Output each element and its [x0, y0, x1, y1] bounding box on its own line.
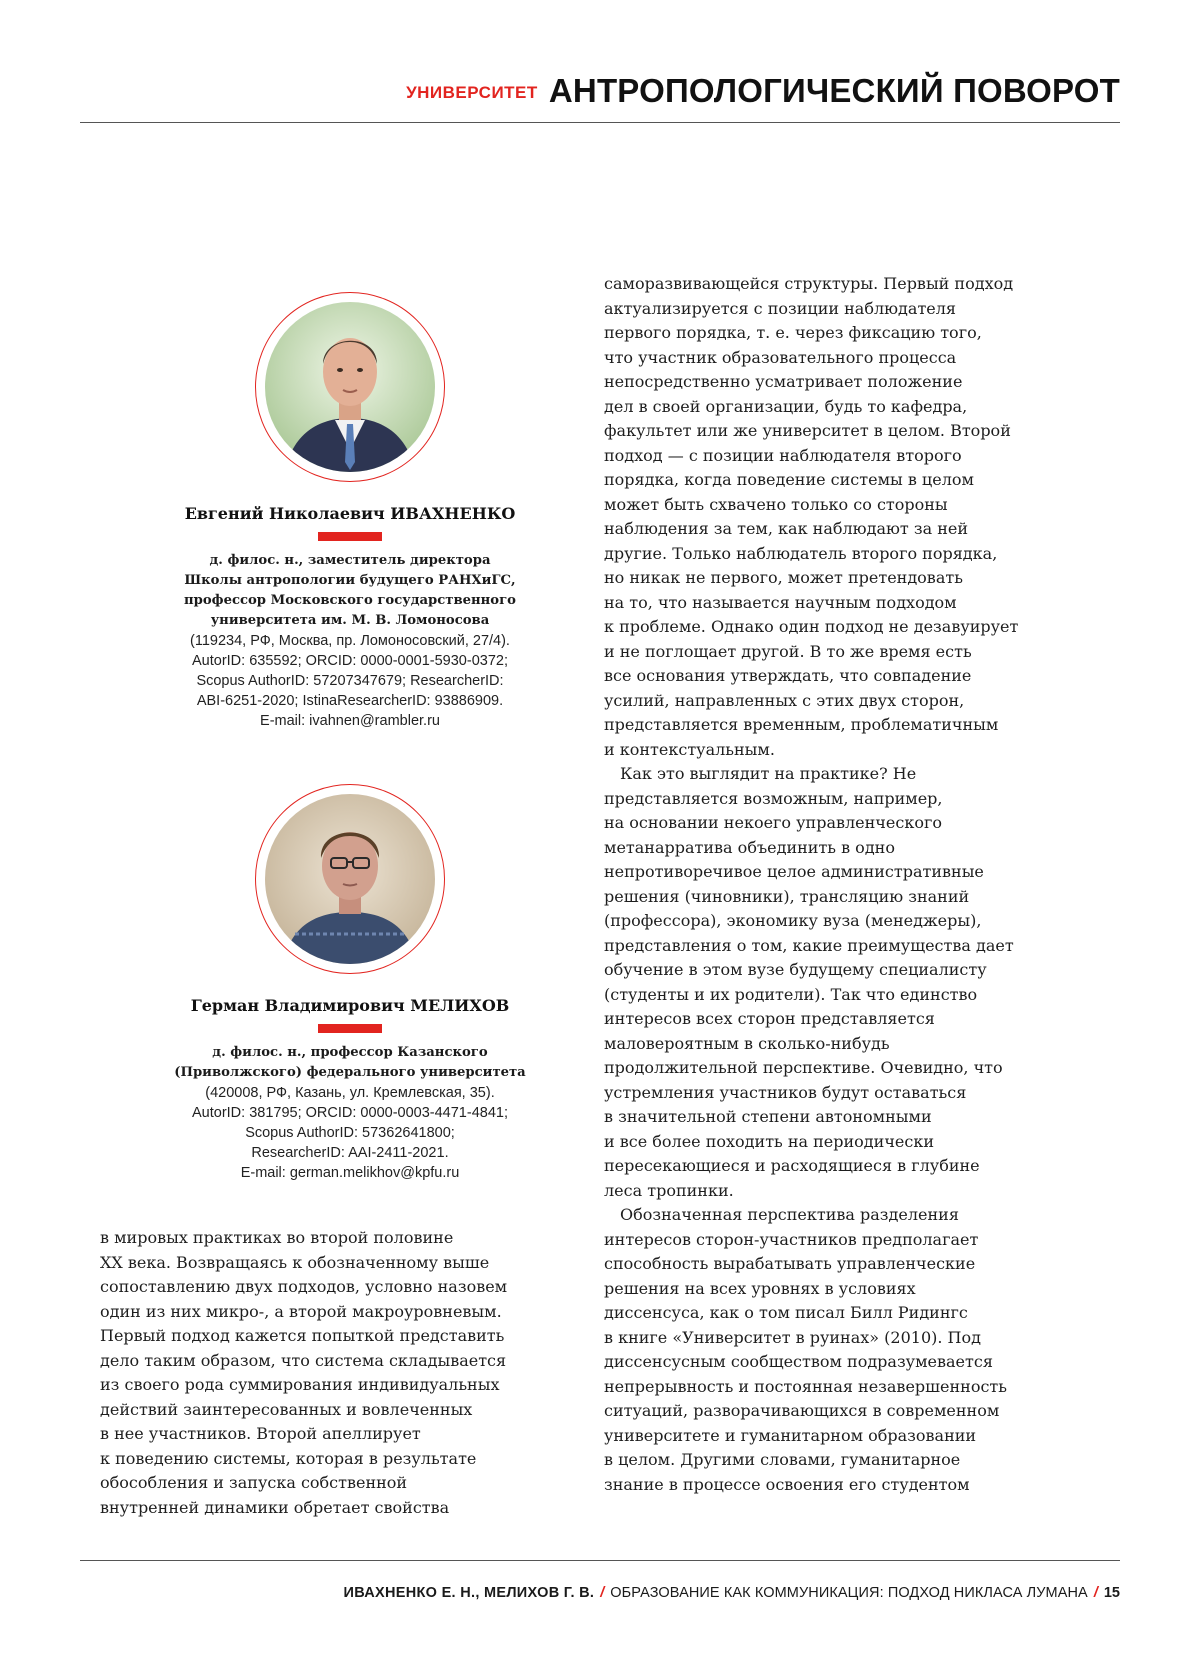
text-line: (студенты и их родители). Так что единство	[604, 983, 1104, 1008]
text-line: устремления участников будут оставаться	[604, 1081, 1104, 1106]
author-photo-frame	[255, 292, 445, 482]
text-line: может быть схвачено только со стороны	[604, 493, 1104, 518]
footer-article-title: ОБРАЗОВАНИЕ КАК КОММУНИКАЦИЯ: ПОДХОД НИКЛАСА ЛУМАНА	[610, 1585, 1088, 1601]
text-line: знание в процессе освоения его студентом	[604, 1473, 1104, 1498]
text-line: диссенсусным сообществом подразумевается	[604, 1350, 1104, 1375]
section-label: УНИВЕРСИТЕТ	[406, 83, 538, 103]
footer-separator: /	[1094, 1585, 1098, 1601]
text-line: все основания утверждать, что совпадение	[604, 664, 1104, 689]
text-line: внутренней динамики обретает свойства	[100, 1496, 600, 1521]
page-title: АНТРОПОЛОГИЧЕСКИЙ ПОВОРОТ	[549, 70, 1120, 112]
red-divider	[318, 532, 382, 541]
text-line: решения на всех уровнях в условиях	[604, 1277, 1104, 1302]
text-line: на основании некоего управленческого	[604, 811, 1104, 836]
text-line: ситуаций, разворачивающихся в современном	[604, 1399, 1104, 1424]
text-line: первого порядка, т. е. через фиксацию того,	[604, 321, 1104, 346]
contact-line: AutorID: 381795; ORCID: 0000-0003-4471-4841;	[100, 1103, 600, 1123]
text-line: актуализируется с позиции наблюдателя	[604, 297, 1104, 322]
author-contacts-1	[100, 631, 600, 731]
page-footer	[80, 1560, 1120, 1621]
text-line: представления о том, какие преимущества дает	[604, 934, 1104, 959]
contact-line: ResearcherID: AAI-2411-2021.	[100, 1143, 600, 1163]
author-photo-1	[265, 302, 435, 472]
text-line: Как это выглядит на практике? Не	[604, 762, 1104, 787]
text-line: в мировых практиках во второй половине	[100, 1226, 600, 1251]
credential-line: Школы антропологии будущего РАНХиГС,	[100, 571, 600, 591]
paragraph	[604, 272, 1104, 762]
footer-authors: ИВАХНЕНКО Е. Н., МЕЛИХОВ Г. В.	[344, 1585, 595, 1601]
text-line: в значительной степени автономными	[604, 1105, 1104, 1130]
portrait-icon	[265, 794, 435, 964]
page-number: 15	[1104, 1585, 1120, 1601]
author-photo-frame	[255, 784, 445, 974]
text-line: обособления и запуска собственной	[100, 1471, 600, 1496]
text-line: интересов всех сторон представляется	[604, 1007, 1104, 1032]
paragraph	[604, 762, 1104, 1203]
credential-line: профессор Московского государственного	[100, 591, 600, 611]
text-line: представляется временным, проблематичным	[604, 713, 1104, 738]
left-column-text	[100, 1226, 600, 1520]
author-card-1	[100, 292, 600, 731]
text-line: подход — с позиции наблюдателя второго	[604, 444, 1104, 469]
credential-line: д. филос. н., заместитель директора	[100, 551, 600, 571]
text-line: и не поглощает другой. В то же время есть	[604, 640, 1104, 665]
portrait-icon	[265, 302, 435, 472]
text-line: университете и гуманитарном образовании	[604, 1424, 1104, 1449]
contact-line: ABI-6251-2020; IstinaResearcherID: 93886909.	[100, 691, 600, 711]
text-line: решения (чиновники), трансляцию знаний	[604, 885, 1104, 910]
text-line: маловероятным в сколько-нибудь	[604, 1032, 1104, 1057]
author-name-2: Герман Владимирович МЕЛИХОВ	[100, 996, 600, 1015]
credential-line: университета им. М. В. Ломоносова	[100, 611, 600, 631]
right-column-text	[604, 272, 1104, 1497]
text-line: обучение в этом вузе будущему специалисту	[604, 958, 1104, 983]
text-line: факультет или же университет в целом. Второй	[604, 419, 1104, 444]
text-line: другие. Только наблюдатель второго порядка,	[604, 542, 1104, 567]
text-line: но никак не первого, может претендовать	[604, 566, 1104, 591]
page-header	[80, 70, 1120, 123]
text-line: дел в своей организации, будь то кафедра,	[604, 395, 1104, 420]
text-line: один из них микро-, а второй макроуровневым.	[100, 1300, 600, 1325]
author-contacts-2	[100, 1083, 600, 1183]
paragraph	[604, 1203, 1104, 1497]
text-line: представляется возможным, например,	[604, 787, 1104, 812]
text-line: (профессора), экономику вуза (менеджеры),	[604, 909, 1104, 934]
credential-line: д. филос. н., профессор Казанского	[100, 1043, 600, 1063]
text-line: XX века. Возвращаясь к обозначенному выше	[100, 1251, 600, 1276]
text-line: в нее участников. Второй апеллирует	[100, 1422, 600, 1447]
text-line: саморазвивающейся структуры. Первый подход	[604, 272, 1104, 297]
text-line: к проблеме. Однако один подход не дезавуирует	[604, 615, 1104, 640]
text-line: метанарратива объединить в одно	[604, 836, 1104, 861]
email-line: E-mail: ivahnen@rambler.ru	[100, 711, 600, 731]
text-line: действий заинтересованных и вовлеченных	[100, 1398, 600, 1423]
text-line: пересекающиеся и расходящиеся в глубине	[604, 1154, 1104, 1179]
text-line: и контекстуальным.	[604, 738, 1104, 763]
text-line: на то, что называется научным подходом	[604, 591, 1104, 616]
text-line: из своего рода суммирования индивидуальных	[100, 1373, 600, 1398]
text-line: что участник образовательного процесса	[604, 346, 1104, 371]
text-line: и все более походить на периодически	[604, 1130, 1104, 1155]
contact-line: (119234, РФ, Москва, пр. Ломоносовский, 27/4).	[100, 631, 600, 651]
text-line: интересов сторон-участников предполагает	[604, 1228, 1104, 1253]
text-line: способность вырабатывать управленческие	[604, 1252, 1104, 1277]
text-line: порядка, когда поведение системы в целом	[604, 468, 1104, 493]
contact-line: (420008, РФ, Казань, ул. Кремлевская, 35).	[100, 1083, 600, 1103]
text-line: к поведению системы, которая в результате	[100, 1447, 600, 1472]
text-line: в книге «Университет в руинах» (2010). Под	[604, 1326, 1104, 1351]
text-line: леса тропинки.	[604, 1179, 1104, 1204]
text-line: Обозначенная перспектива разделения	[604, 1203, 1104, 1228]
red-divider	[318, 1024, 382, 1033]
author-name-1: Евгений Николаевич ИВАХНЕНКО	[100, 504, 600, 523]
author-card-2	[100, 784, 600, 1183]
author-photo-2	[265, 794, 435, 964]
text-line: сопоставлению двух подходов, условно назовем	[100, 1275, 600, 1300]
email-line: E-mail: german.melikhov@kpfu.ru	[100, 1163, 600, 1183]
text-line: наблюдения за тем, как наблюдают за ней	[604, 517, 1104, 542]
author-credentials-2	[100, 1043, 600, 1083]
text-line: непрерывность и постоянная незавершенность	[604, 1375, 1104, 1400]
text-line: в целом. Другими словами, гуманитарное	[604, 1448, 1104, 1473]
contact-line: Scopus AuthorID: 57362641800;	[100, 1123, 600, 1143]
text-line: продолжительной перспективе. Очевидно, что	[604, 1056, 1104, 1081]
footer-running-title	[344, 1585, 1121, 1601]
contact-line: Scopus AuthorID: 57207347679; ResearcherID:	[100, 671, 600, 691]
contact-line: AutorID: 635592; ORCID: 0000-0001-5930-0372;	[100, 651, 600, 671]
text-line: дело таким образом, что система складывается	[100, 1349, 600, 1374]
credential-line: (Приволжского) федерального университета	[100, 1063, 600, 1083]
text-line: непосредственно усматривает положение	[604, 370, 1104, 395]
text-line: усилий, направленных с этих двух сторон,	[604, 689, 1104, 714]
text-line: диссенсуса, как о том писал Билл Ридингс	[604, 1301, 1104, 1326]
text-line: непротиворечивое целое административные	[604, 860, 1104, 885]
footer-separator: /	[600, 1585, 604, 1601]
text-line: Первый подход кажется попыткой представить	[100, 1324, 600, 1349]
author-credentials-1	[100, 551, 600, 631]
